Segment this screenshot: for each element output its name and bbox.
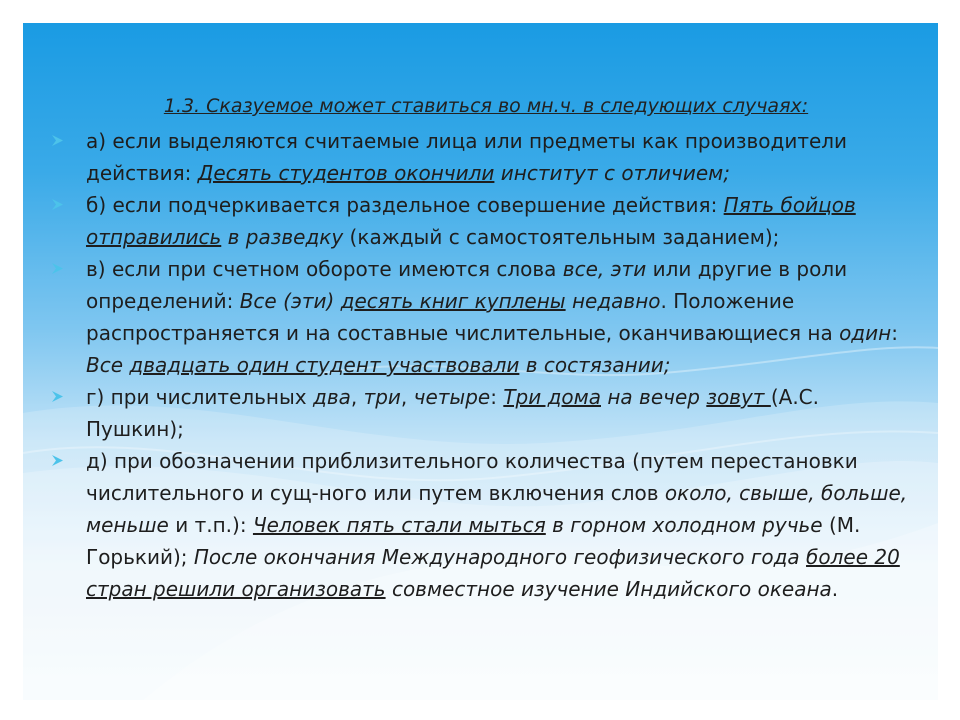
bullet-list xyxy=(51,125,921,605)
bullet-text-segment: Все xyxy=(86,353,130,377)
bullet-text-segment: Три дома xyxy=(503,385,601,409)
bullet-item xyxy=(51,381,921,445)
bullet-text-segment: более 20 стран решили организовать xyxy=(86,545,900,601)
chevron-arrowhead-icon xyxy=(51,189,65,221)
bullet-item xyxy=(51,125,921,189)
slide xyxy=(23,23,938,700)
bullet-text-segment: а) если выделяются считаемые лица или предметы как производители действия: xyxy=(86,129,848,185)
bullet-text-segment: г) при числительных xyxy=(86,385,313,409)
bullet-text-segment: четыре xyxy=(413,385,491,409)
bullet-text-segment: (М. Горький); xyxy=(86,513,861,569)
bullet-text-segment: Человек пять стали мыться xyxy=(252,513,546,537)
bullet-text-segment: институт с отличием; xyxy=(494,161,730,185)
bullet-text-segment: : xyxy=(891,321,898,345)
bullet-text-segment: (А.С. Пушкин); xyxy=(86,385,819,441)
bullet-text-segment: один xyxy=(839,321,892,345)
bullet-text-segment: . Положение распространяется и на составные числительные, оканчивающиеся на xyxy=(86,289,840,345)
slide-title: 1.3. Сказуемое может ставиться во мн.ч. в следующих случаях: xyxy=(163,95,809,117)
bullet-item xyxy=(51,445,921,605)
bullet-text-segment: на вечер xyxy=(601,385,707,409)
bullet-text-segment: , xyxy=(350,385,364,409)
bullet-text-segment: два xyxy=(312,385,351,409)
bullet-text-segment: : xyxy=(490,385,504,409)
bullet-text-segment: в состязании; xyxy=(519,353,671,377)
bullet-text-segment: в) если при счетном обороте имеются слова xyxy=(86,257,563,281)
bullet-text-segment: недавно xyxy=(565,289,661,313)
bullet-text-segment: д) при обозначении приблизительного количества (путем перестановки числительного и сущ-ного или путем включения слов xyxy=(86,449,858,505)
bullet-text-segment: десять книг куплены xyxy=(340,289,566,313)
bullet-text-segment: совместное изучение Индийского океана xyxy=(385,577,832,601)
bullet-text-segment: или другие в роли определений: xyxy=(86,257,848,313)
bullet-text-segment: (каждый с самостоятельным заданием); xyxy=(343,225,780,249)
bullet-text-segment: После окончания Международного геофизического года xyxy=(193,545,807,569)
bullet-text-segment: двадцать один студент участвовали xyxy=(129,353,520,377)
bullet-text-segment: Все (эти) xyxy=(239,289,341,313)
bullet-item xyxy=(51,189,921,253)
bullet-text-segment: зовут xyxy=(706,385,771,409)
chevron-arrowhead-icon xyxy=(51,381,65,413)
chevron-arrowhead-icon xyxy=(51,253,65,285)
chevron-arrowhead-icon xyxy=(51,125,65,157)
slide-content xyxy=(51,93,921,605)
bullet-text-segment: в разведку xyxy=(221,225,344,249)
bullet-text-segment: Пять бойцов отправились xyxy=(86,193,856,249)
bullet-text-segment: и т.п.): xyxy=(168,513,253,537)
bullet-item xyxy=(51,253,921,381)
bullet-text-segment: около, свыше, больше, меньше xyxy=(86,481,908,537)
bullet-text-segment: б) если подчеркивается раздельное совершение действия: xyxy=(86,193,724,217)
bullet-text-segment: в горном холодном ручье xyxy=(545,513,823,537)
bullet-text-segment: . xyxy=(831,577,839,601)
bullet-text-segment: все, эти xyxy=(562,257,647,281)
chevron-arrowhead-icon xyxy=(51,445,65,477)
bullet-text-segment: три xyxy=(363,385,401,409)
bullet-text-segment: , xyxy=(400,385,414,409)
bullet-text-segment: Десять студентов окончили xyxy=(197,161,495,185)
